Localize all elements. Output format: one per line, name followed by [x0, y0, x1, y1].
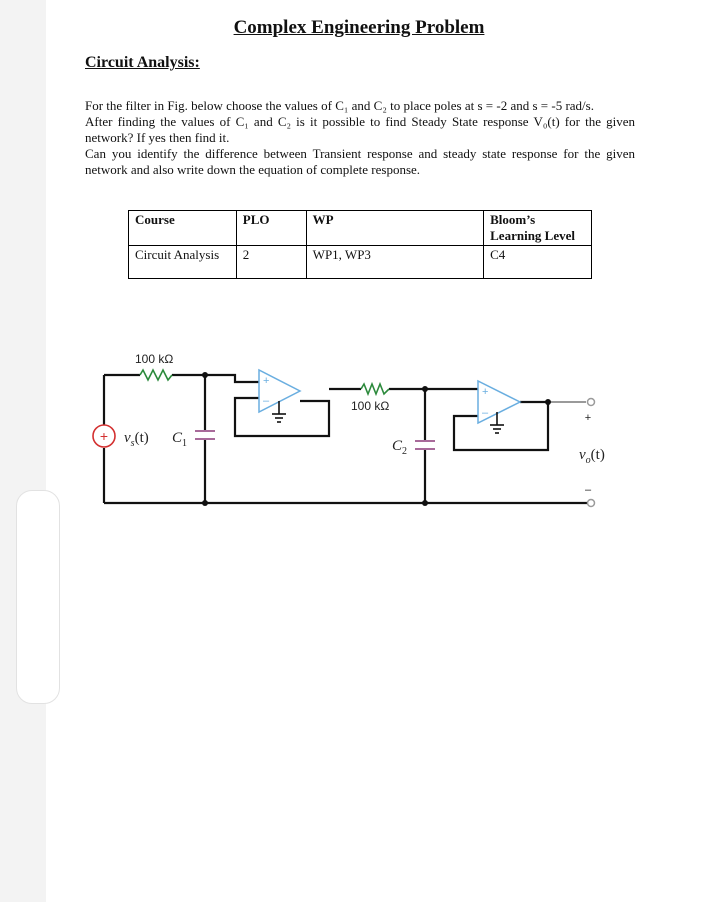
- opamp-1-minus-sign: –: [263, 395, 270, 407]
- opamp-2-minus-sign: –: [482, 407, 489, 419]
- cell-blooms-level: C4: [484, 246, 592, 279]
- paragraph-steady-state: After finding the values of C₁ and C₂ is it possible to find Steady State response V₀(t) for the given network? If yes then find it.: [85, 114, 635, 145]
- output-terminal-bottom-icon[interactable]: [588, 500, 595, 507]
- header-blooms-level: Bloom’s Learning Level: [484, 211, 592, 246]
- cell-plo: 2: [236, 246, 306, 279]
- c2-label: $C_2$: [392, 438, 408, 457]
- header-plo: PLO: [236, 211, 306, 246]
- header-course: Course: [129, 211, 237, 246]
- section-heading: Circuit Analysis:: [85, 54, 200, 71]
- paragraph-poles: For the filter in Fig. below choose the values of C₁ and C₂ to place poles at s = -2 and s = -5 rad/s.: [85, 98, 594, 113]
- output-minus-label: –: [584, 484, 592, 496]
- header-wp: WP: [306, 211, 483, 246]
- cell-course: Circuit Analysis: [129, 246, 237, 279]
- output-plus-label: +: [584, 412, 592, 424]
- c1-label: $C_1$: [172, 430, 188, 449]
- resistor-r2-icon: [361, 384, 389, 394]
- output-terminal-top-icon[interactable]: [588, 399, 595, 406]
- source-plus-sign: +: [99, 428, 109, 444]
- r1-label: 100 kΩ: [135, 352, 174, 366]
- opamp-2-icon: [478, 381, 520, 423]
- output-voltage-label: $v_o(t)$: [579, 447, 605, 466]
- r2-label: 100 kΩ: [351, 399, 390, 413]
- opamp-1-plus-sign: +: [263, 375, 270, 387]
- source-label: $v_s(t)$: [124, 430, 149, 449]
- voltage-source-icon: [93, 425, 115, 447]
- paragraph-complete-response: Can you identify the difference between Transient response and steady state response for the given network and also write down the equation of complete response.: [85, 146, 635, 177]
- opamp-2-plus-sign: +: [482, 386, 489, 398]
- resistor-r1-icon: [140, 370, 172, 380]
- document-title: Complex Engineering Problem: [233, 17, 485, 38]
- cell-wp: WP1, WP3: [306, 246, 483, 279]
- capacitor-c2-icon: [415, 441, 435, 449]
- capacitor-c1-icon: [195, 431, 215, 439]
